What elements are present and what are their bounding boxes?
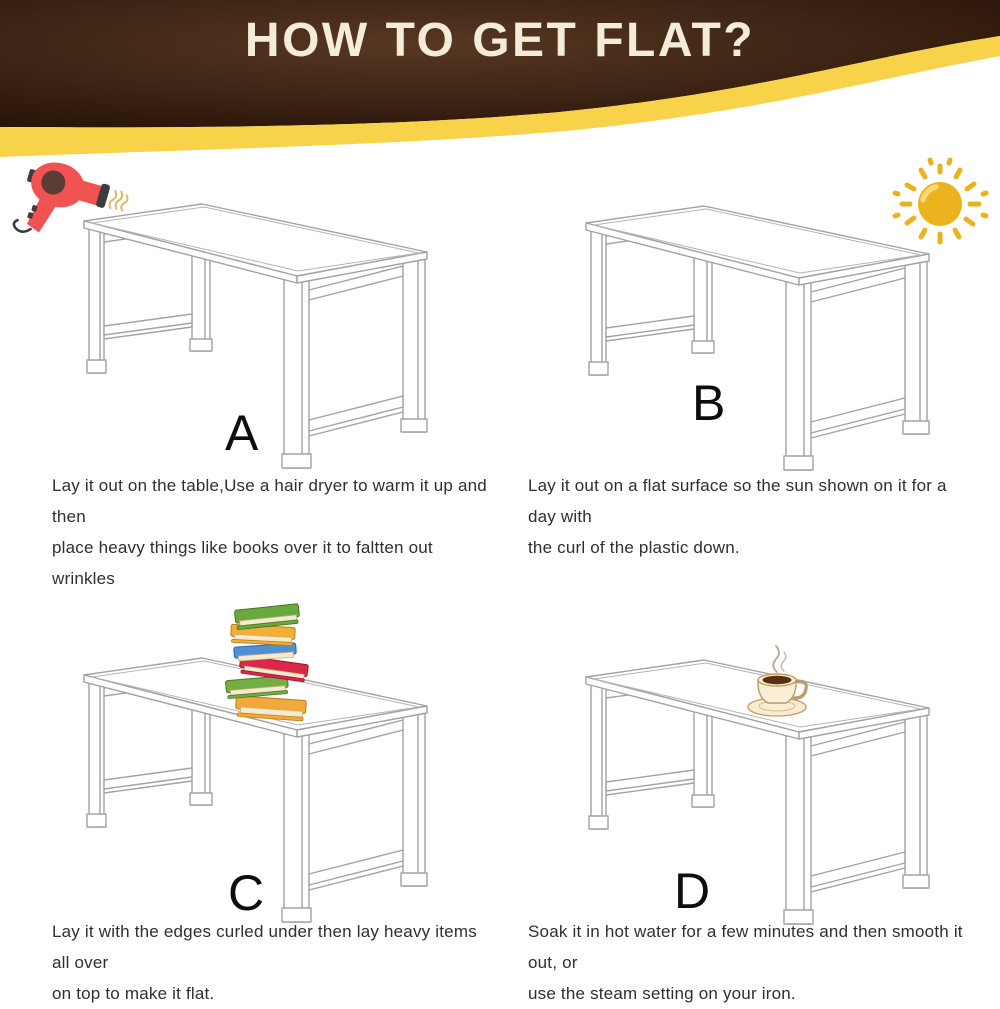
caption-a-line2: place heavy things like books over it to faltten out wrinkles: [52, 538, 433, 588]
caption-c: [52, 916, 498, 1009]
caption-b-line2: the curl of the plastic down.: [528, 538, 740, 557]
panel-c: [0, 596, 500, 1003]
step-letter-b: B: [692, 375, 726, 431]
step-letter-d: D: [674, 863, 711, 919]
step-letter-c: C: [228, 865, 265, 921]
panel-b: [500, 150, 1000, 596]
caption-a-line1: Lay it out on the table,Use a hair dryer to warm it up and then: [52, 476, 487, 526]
caption-c-line1: Lay it with the edges curled under then lay heavy items all over: [52, 922, 477, 972]
table-line-art: [56, 188, 476, 488]
caption-a: [52, 470, 498, 594]
page-title: HOW TO GET FLAT?: [244, 14, 756, 67]
header-banner: [0, 0, 1000, 170]
caption-d-line2: use the steam setting on your iron.: [528, 984, 796, 1003]
caption-d-line1: Soak it in hot water for a few minutes and then smooth it out, or: [528, 922, 963, 972]
panel-d: [500, 596, 1000, 1003]
step-letter-a: A: [225, 405, 259, 461]
caption-d: [528, 916, 974, 1009]
caption-b-line1: Lay it out on a flat surface so the sun shown on it for a day with: [528, 476, 947, 526]
caption-b: [528, 470, 974, 563]
caption-c-line2: on top to make it flat.: [52, 984, 215, 1003]
coffee-cup-icon: [732, 642, 822, 722]
table-line-art: [558, 190, 978, 490]
panel-a: [0, 150, 500, 596]
books-stack-icon: [218, 602, 322, 720]
